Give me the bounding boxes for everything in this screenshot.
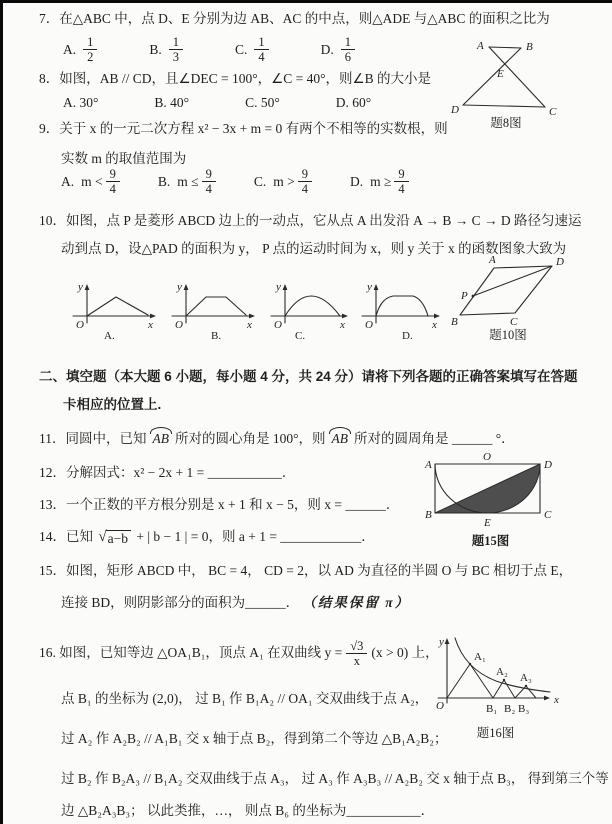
q7-option-a [63,35,97,65]
question-8-text: 8．如图，AB // CD，且∠DEC = 100°，∠C = 40°，则∠B 的大小是 [39,71,431,86]
fig8-label-e: E [497,68,504,80]
q15-note-keep-pi: （结果保留 π） [309,595,411,610]
question-15-line2 [61,595,410,612]
q8-option-d: D. 60° [335,95,372,110]
option-expression: m ≥ [370,173,392,189]
graphA-origin-label: O [76,319,84,331]
option-expression: m > [273,173,295,189]
option-letter: B. [149,41,162,57]
graphB-letter: B. [211,330,222,342]
fig16-x-label: x [554,694,559,706]
fig15-label-b: B [425,509,432,521]
figure-q16 [428,635,563,719]
fraction: $\frac{1}{6}$ [341,35,355,65]
q16-line1-part2: (x > 0) 上， [371,645,439,661]
fig16-label-a1: A₁ [474,651,486,663]
q16-line1-part1: 16. 如图，已知等边 △OA₁B₁，顶点 A₁ 在双曲线 y = [39,645,343,661]
q8-option-b: B. 40° [154,95,190,110]
option-letter: C. [253,173,267,189]
fraction: $\frac{1}{2}$ [83,35,97,65]
fig16-label-b1: B₁ [486,703,498,715]
q15-line2-text: 连接 BD，则阴影部分的面积为______． [61,595,300,610]
fraction-sqrt3-over-x: $\frac{√3}{x}$ [346,639,367,669]
graphB-x-label: x [247,319,252,331]
fig8-label-b: B [526,41,533,53]
q11-part2: 所对的圆心角是 100°，则 [175,431,326,446]
graphD-x-label: x [432,319,437,331]
fraction: $\frac{9}{4}$ [394,167,408,197]
question-16-line4: 过 B₂ 作 B₂A₃ // B₁A₂ 交双曲线于点 A₃， 过 A₃ 作 A₃B₃ // A₂B₂ 交 x 轴于点 B₃， 得到第三个等 [61,771,609,786]
q7-option-c [235,35,269,65]
question-7-text: 7．在△ABC 中，点 D、E 分别为边 AB、AC 的中点，则△ADE 与△ABC 的面积之比为 [39,11,550,26]
option-letter: A. [61,173,75,189]
fig15-label-c: C [544,509,552,521]
graphA-letter: A. [104,330,115,342]
graphA-x-label: x [148,319,153,331]
fig16-label-b2: B₂ [504,703,516,715]
fig16-caption: 题16图 [476,726,515,740]
fig16-y-label: y [439,636,444,648]
fig15-shaded-region [435,464,540,513]
graphA-y-label: y [78,281,83,293]
option-expression: m ≤ [177,173,199,189]
fig10-label-d: D [556,256,564,268]
q7-option-b [149,35,183,65]
question-10-line1: 10．如图，点 P 是菱形 ABCD 边上的一动点，它从点 A 出发沿 A → B → C → D 路径匀速运 [39,213,582,228]
q9-option-d [350,167,409,197]
question-14-text [39,529,375,548]
mini-graph-a [60,279,160,341]
question-12-text: 12．分解因式：x² − 2x + 1 = ___________． [39,465,296,480]
graphD-letter: D. [402,330,413,342]
graphC-x-label: x [340,319,345,331]
sqrt-expression: √ a−b [98,530,131,548]
fig15-caption: 题15图 [471,534,510,548]
graphD-origin-label: O [365,319,373,331]
fig10-label-b: B [451,316,458,328]
mini-graph-d [346,279,446,341]
mini-graph-c [253,279,353,341]
graphD-y-label: y [367,281,372,293]
q7-option-d [321,35,355,65]
fig15-label-o: O [483,451,491,463]
arc-AB: AB [152,431,169,446]
arc-AB: AB [331,431,349,446]
fraction: $\frac{9}{4}$ [298,167,312,197]
q9-option-a [61,167,120,197]
fig15-label-e: E [484,517,491,529]
fig8-label-a: A [477,40,484,52]
figure-q15 [423,448,558,530]
option-letter: B. [157,173,171,189]
graphB-origin-label: O [175,319,183,331]
question-7-options [63,35,355,65]
fig10-label-c: C [510,316,518,328]
question-9-line1: 9．关于 x 的一元二次方程 x² − 3x + m = 0 有两个不相等的实数根，则 [39,121,448,136]
fig15-label-d: D [544,459,552,471]
fig8-lines [463,47,545,107]
question-15-line1: 15．如图，矩形 ABCD 中， BC = 4， CD = 2，以 AD 为直径的半圆 O 与 BC 相切于点 E， [39,563,573,578]
question-16-line2: 点 B₁ 的坐标为 (2,0)， 过 B₁ 作 B₁A₂ // OA₁ 交双曲线于点 A₂， [61,691,429,706]
fig16-label-a2: A₂ [496,666,508,678]
graphB-y-label: y [177,281,182,293]
question-11-text [39,431,515,448]
q8-option-c: C. 50° [245,95,280,110]
section2-header-line1: 二、填空题（本大题 6 小题，每小题 4 分，共 24 分）请将下列各题的正确答案填写在答题 [39,369,578,384]
figure-q8 [451,33,561,117]
fig8-caption: 题8图 [490,116,522,130]
fig15-label-a: A [425,459,432,471]
option-letter: D. [320,41,334,57]
fig16-origin-label: O [436,700,444,712]
q9-option-b [158,167,216,197]
question-16-line1 [39,639,439,669]
fig10-label-p: P [461,290,468,302]
fig16-label-a3: A₃ [520,672,532,684]
question-16-line3: 过 A₂ 作 A₂B₂ // A₁B₁ 交 x 轴于点 B₂，得到第二个等边 △B₁A₂B₂； [61,731,448,746]
fig8-label-d: D [451,104,459,116]
q9-option-c [254,167,312,197]
graphC-letter: C. [295,330,306,342]
question-16-line5: 边 △B₂A₃B₃； 以此类推，…， 则点 B₆ 的坐标为___________． [61,803,435,818]
q11-part1: 11．同圆中，已知 [39,431,147,446]
fig16-label-b3: B₃ [518,703,530,715]
question-9-options [61,167,409,197]
q14-part2: + | b − 1 | = 0，则 a + 1 = ____________． [136,529,375,544]
question-8-options [63,95,371,111]
fig8-label-c: C [549,106,557,118]
fig10-caption: 题10图 [489,328,527,342]
option-letter: A. [63,41,77,57]
q14-part1: 14．已知 [39,529,93,544]
question-10-line2: 动到点 D，设△PAD 的面积为 y， P 点的运动时间为 x，则 y 关于 x 的函数图象大致为 [61,241,567,256]
figure-q10 [448,251,568,328]
option-letter: D. [349,173,364,189]
q8-option-a: A. 30° [63,95,99,110]
fraction: $\frac{1}{3}$ [169,35,183,65]
question-9-line2: 实数 m 的取值范围为 [61,151,187,166]
fraction: $\frac{1}{4}$ [254,35,268,65]
fig10-label-a: A [489,254,496,266]
fraction: $\frac{9}{4}$ [106,167,120,197]
mini-graph-b [157,279,259,341]
q11-part3: 所对的圆周角是 ______ °． [354,431,515,446]
fraction: $\frac{9}{4}$ [202,167,216,197]
question-13-text: 13．一个正数的平方根分别是 x + 1 和 x − 5，则 x = ______． [39,497,400,512]
graphC-origin-label: O [274,319,282,331]
option-expression: m < [81,173,103,189]
option-letter: C. [235,41,248,57]
section2-header-line2: 卡相应的位置上. [63,397,162,412]
graphC-y-label: y [276,281,281,293]
fig10-lines [460,266,552,315]
